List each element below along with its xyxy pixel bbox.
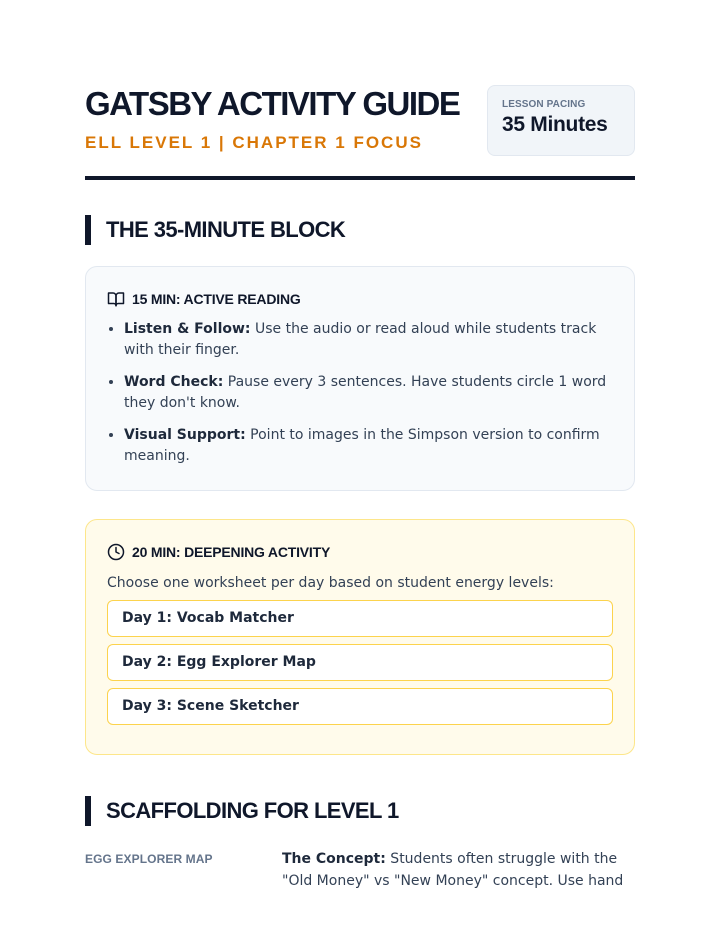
scaffold-concept-text: Students often struggle with the "Old Money" vs "New Money" concept. Use hand <box>282 851 624 889</box>
section-heading-35-minute-block: THE 35-MINUTE BLOCK <box>85 215 345 245</box>
lesson-pacing-badge <box>487 85 635 156</box>
scaffold-concept-label: The Concept: <box>282 851 386 867</box>
list-item-label: Listen & Follow: <box>124 321 251 337</box>
lesson-pacing-label: LESSON PACING <box>502 99 586 110</box>
deepening-activity-card <box>85 519 635 755</box>
list-item <box>124 372 613 414</box>
section-heading-scaffolding: SCAFFOLDING FOR LEVEL 1 <box>85 796 399 826</box>
book-open-icon <box>107 290 125 308</box>
deepening-activity-title <box>107 542 613 562</box>
day-1-worksheet: Day 1: Vocab Matcher <box>107 600 613 637</box>
scaffold-description <box>282 848 635 892</box>
activity-intro: Choose one worksheet per day based on student energy levels: <box>107 575 554 591</box>
active-reading-card <box>85 266 635 491</box>
active-reading-title-text: 15 MIN: ACTIVE READING <box>132 291 301 307</box>
list-item-text: Use the audio or read aloud while students track with their finger. <box>124 321 597 358</box>
list-item-label: Visual Support: <box>124 427 246 443</box>
day-3-worksheet: Day 3: Scene Sketcher <box>107 688 613 725</box>
list-item <box>124 319 613 361</box>
list-item-text: Point to images in the Simpson version to confirm meaning. <box>124 427 600 464</box>
list-item-label: Word Check: <box>124 374 224 390</box>
page-subtitle: ELL LEVEL 1 | CHAPTER 1 FOCUS <box>85 133 423 152</box>
page-header <box>85 84 635 180</box>
scaffold-label: EGG EXPLORER MAP <box>85 852 213 866</box>
active-reading-title <box>107 289 613 309</box>
active-reading-list <box>107 319 613 467</box>
list-item-text: Pause every 3 sentences. Have students circle 1 word they don't know. <box>124 374 607 411</box>
lesson-pacing-value: 35 Minutes <box>502 113 608 136</box>
list-item <box>124 425 613 467</box>
clock-icon <box>107 543 125 561</box>
day-2-worksheet: Day 2: Egg Explorer Map <box>107 644 613 681</box>
deepening-activity-title-text: 20 MIN: DEEPENING ACTIVITY <box>132 544 331 560</box>
page-title: GATSBY ACTIVITY GUIDE <box>85 85 460 122</box>
